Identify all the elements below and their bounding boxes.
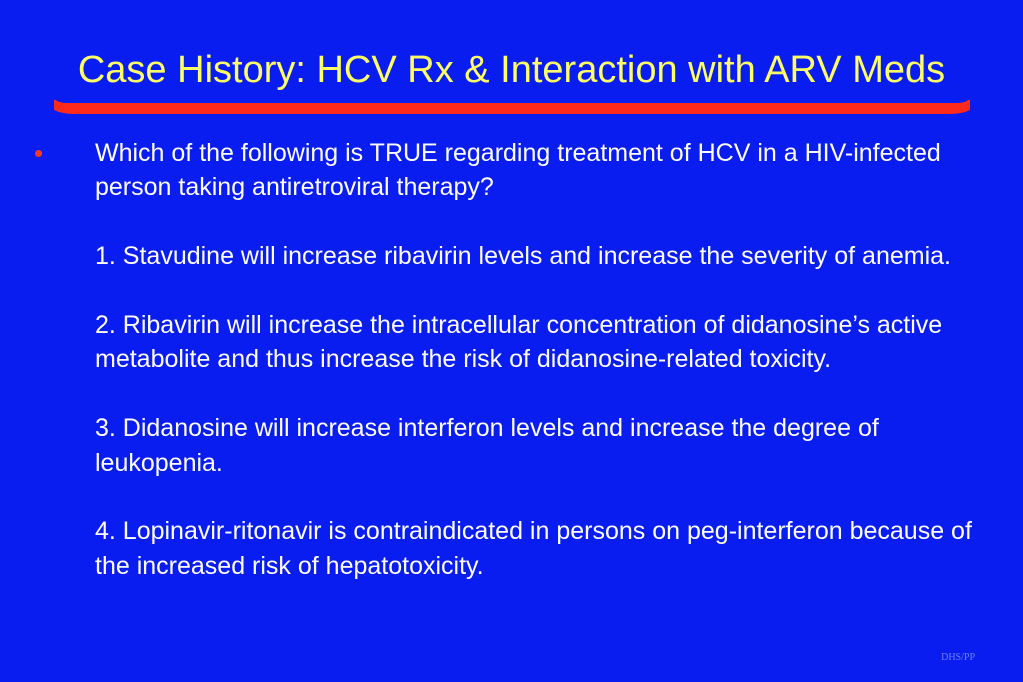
bullet-icon: • [34,138,44,168]
slide-body [95,136,975,583]
answer-option-1: 1. Stavudine will increase ribavirin levels and increase the severity of anemia. [95,242,951,271]
answer-option-4: 4. Lopinavir-ritonavir is contraindicated in persons on peg-interferon because of the increased risk of hepatotoxicity. [95,517,972,580]
slide-title: Case History: HCV Rx & Interaction with ARV Meds [77,49,946,91]
footer-credit: DHS/PP [941,652,975,663]
answer-option-2: 2. Ribavirin will increase the intracellular concentration of didanosine’s active metabolite and thus increase the risk of didanosine-related toxicity. [95,311,943,374]
question-text: Which of the following is TRUE regarding treatment of HCV in a HIV-infected person taking antiretroviral therapy? [95,139,941,202]
title-underline [54,96,970,114]
answer-option-3: 3. Didanosine will increase interferon levels and increase the degree of leukopenia. [95,414,879,477]
